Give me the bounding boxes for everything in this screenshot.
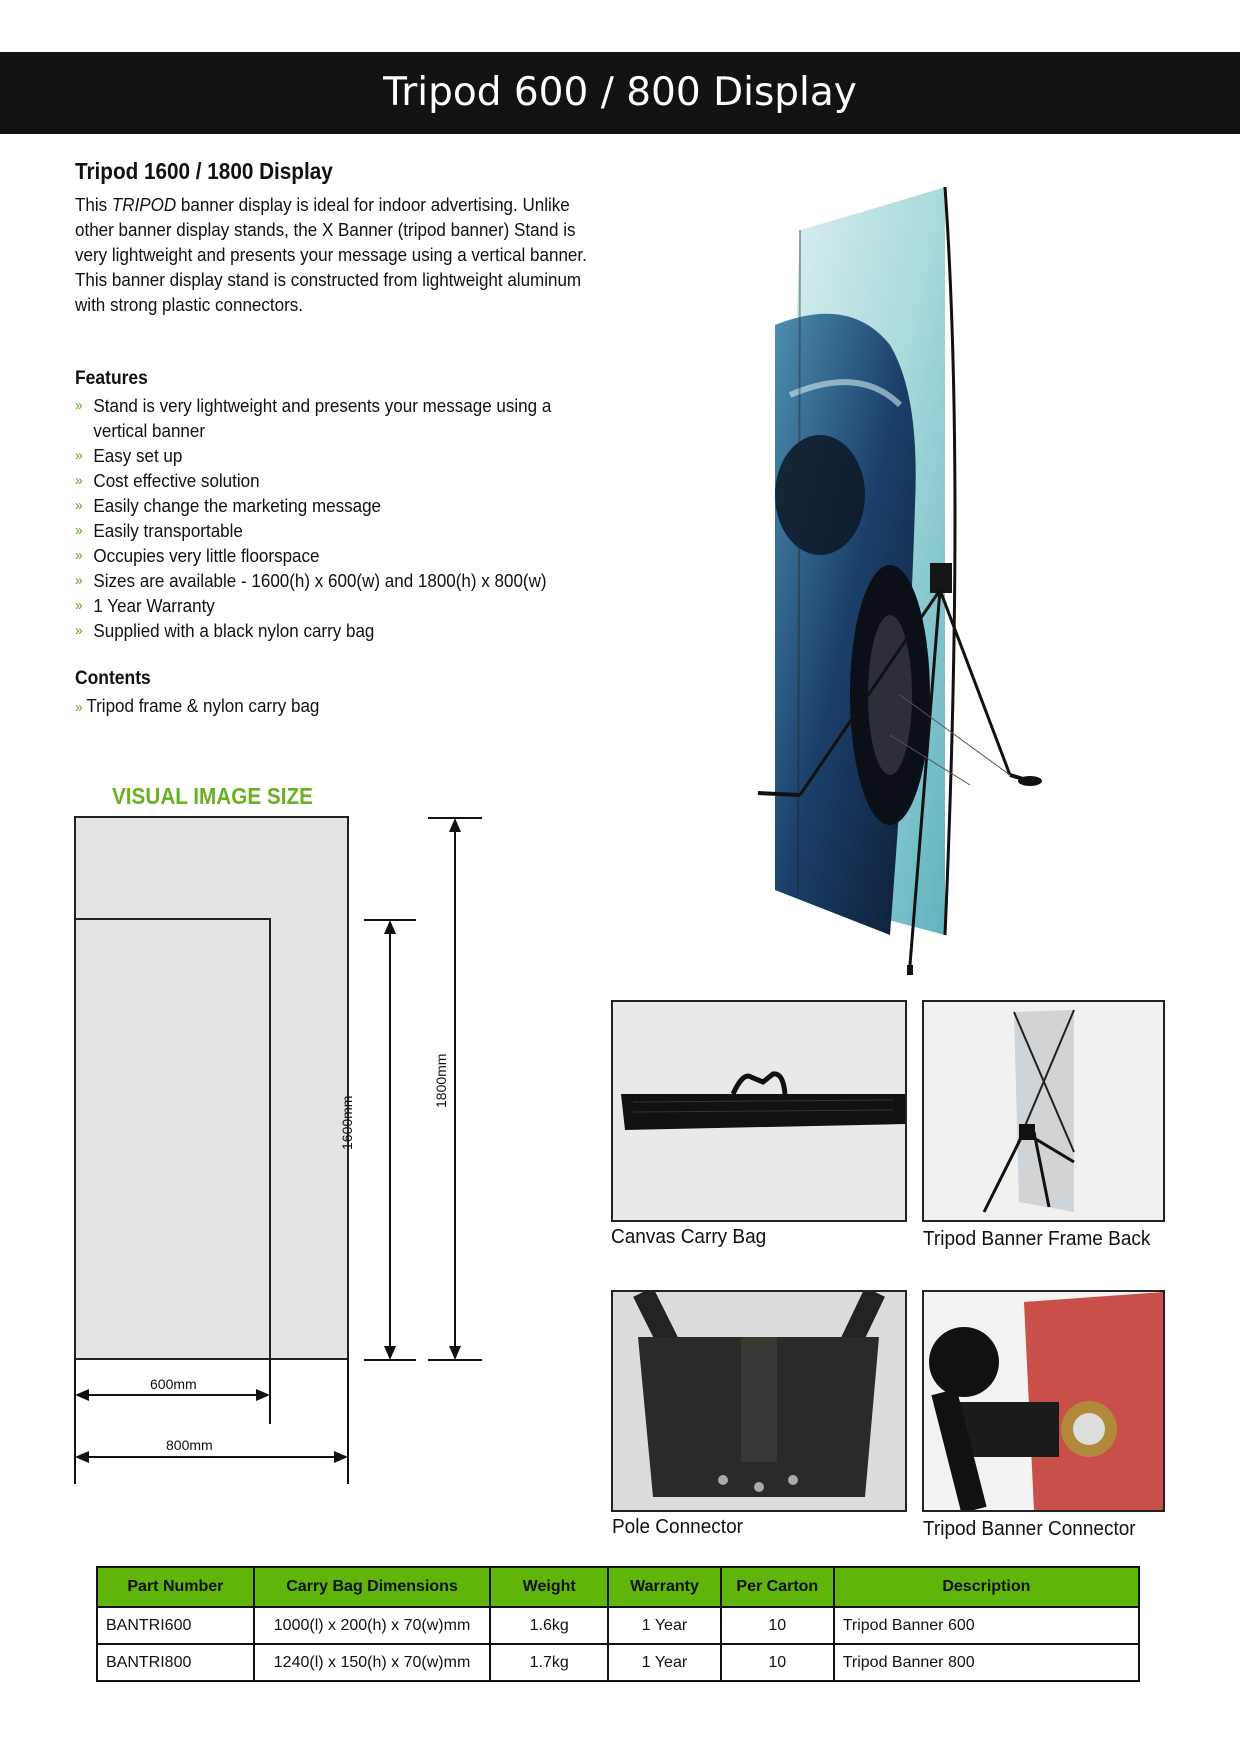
carry-bag-caption: Canvas Carry Bag [611,1226,767,1248]
spec-table [96,1566,1140,1682]
table-row [97,1644,1139,1681]
bullet-icon: » [75,572,83,589]
bullet-icon: » [75,472,83,489]
bullet-icon: » [75,699,83,716]
height-1800-label: 1800mm [433,1053,449,1108]
list-item: » Easily transportable [75,520,243,541]
list-item: » Stand is very lightweight and presents your message using a vertical banner [75,395,552,441]
visual-size-title: VISUAL IMAGE SIZE [112,783,313,809]
tripod-emphasis: TRIPOD [111,194,177,215]
cell-weight: 1.6kg [490,1607,608,1644]
cell-per-carton: 10 [721,1607,834,1644]
bullet-icon: » [75,622,83,639]
cell-bag-dimensions: 1240(l) x 150(h) x 70(w)mm [254,1644,490,1681]
table-row [97,1607,1139,1644]
col-header-description: Description [834,1567,1139,1607]
cell-per-carton: 10 [721,1644,834,1681]
bullet-icon: » [75,497,83,514]
cell-part-number: BANTRI800 [97,1644,254,1681]
col-header-weight: Weight [490,1567,608,1607]
intro-paragraph-1: This TRIPOD banner display is ideal for indoor advertising. Unlike other banner display stands, the X Banner (tripod banner) Stand is very lightweight and presents your message using a vertical banner. [75,194,587,265]
list-item: » Cost effective solution [75,470,260,491]
frame-back-caption: Tripod Banner Frame Back [923,1228,1151,1250]
list-item: » 1 Year Warranty [75,595,215,616]
section-title: Tripod 1600 / 1800 Display [75,158,333,184]
cell-warranty: 1 Year [608,1607,721,1644]
bullet-icon: » [75,397,83,414]
contents-heading: Contents [75,668,151,689]
list-item: » Occupies very little floorspace [75,545,320,566]
page-title: Tripod 600 / 800 Display [383,70,857,115]
height-1600-label: 1600mm [339,1095,355,1150]
pole-connector-caption: Pole Connector [612,1516,743,1538]
contents-item: » Tripod frame & nylon carry bag [75,695,320,716]
banner-connector-image [924,1292,1163,1510]
cell-description: Tripod Banner 600 [834,1607,1139,1644]
list-item: » Supplied with a black nylon carry bag [75,620,375,641]
banner-connector-photo [922,1290,1165,1512]
cell-description: Tripod Banner 800 [834,1644,1139,1681]
large-banner-outline [75,817,348,1359]
col-header-bag-dimensions: Carry Bag Dimensions [254,1567,490,1607]
cell-bag-dimensions: 1000(l) x 200(h) x 70(w)mm [254,1607,490,1644]
visual-size-diagram [70,812,500,1492]
cell-part-number: BANTRI600 [97,1607,254,1644]
width-600-label: 600mm [150,1376,197,1392]
col-header-part-number: Part Number [97,1567,254,1607]
features-heading: Features [75,368,148,389]
intro-text [75,192,590,317]
pole-connector-image [613,1292,905,1510]
cell-warranty: 1 Year [608,1644,721,1681]
width-800-label: 800mm [166,1437,213,1453]
features-list [75,393,590,643]
intro-paragraph-2: This banner display stand is constructed from lightweight aluminum with strong plastic connectors. [75,269,582,315]
col-header-warranty: Warranty [608,1567,721,1607]
list-item: » Easily change the marketing message [75,495,382,516]
frame-back-image [924,1002,1163,1220]
pole-connector-photo [611,1290,907,1512]
bullet-icon: » [75,547,83,564]
bullet-icon: » [75,447,83,464]
bullet-icon: » [75,522,83,539]
table-header-row [97,1567,1139,1607]
cell-weight: 1.7kg [490,1644,608,1681]
frame-back-photo [922,1000,1165,1222]
carry-bag-photo [611,1000,907,1222]
bullet-icon: » [75,597,83,614]
list-item: » Easy set up [75,445,183,466]
carry-bag-image [613,1002,905,1220]
list-item: » Sizes are available - 1600(h) x 600(w) and 1800(h) x 800(w) [75,570,547,591]
col-header-per-carton: Per Carton [721,1567,834,1607]
tripod-banner-photo [740,175,1070,975]
banner-connector-caption: Tripod Banner Connector [923,1518,1136,1540]
